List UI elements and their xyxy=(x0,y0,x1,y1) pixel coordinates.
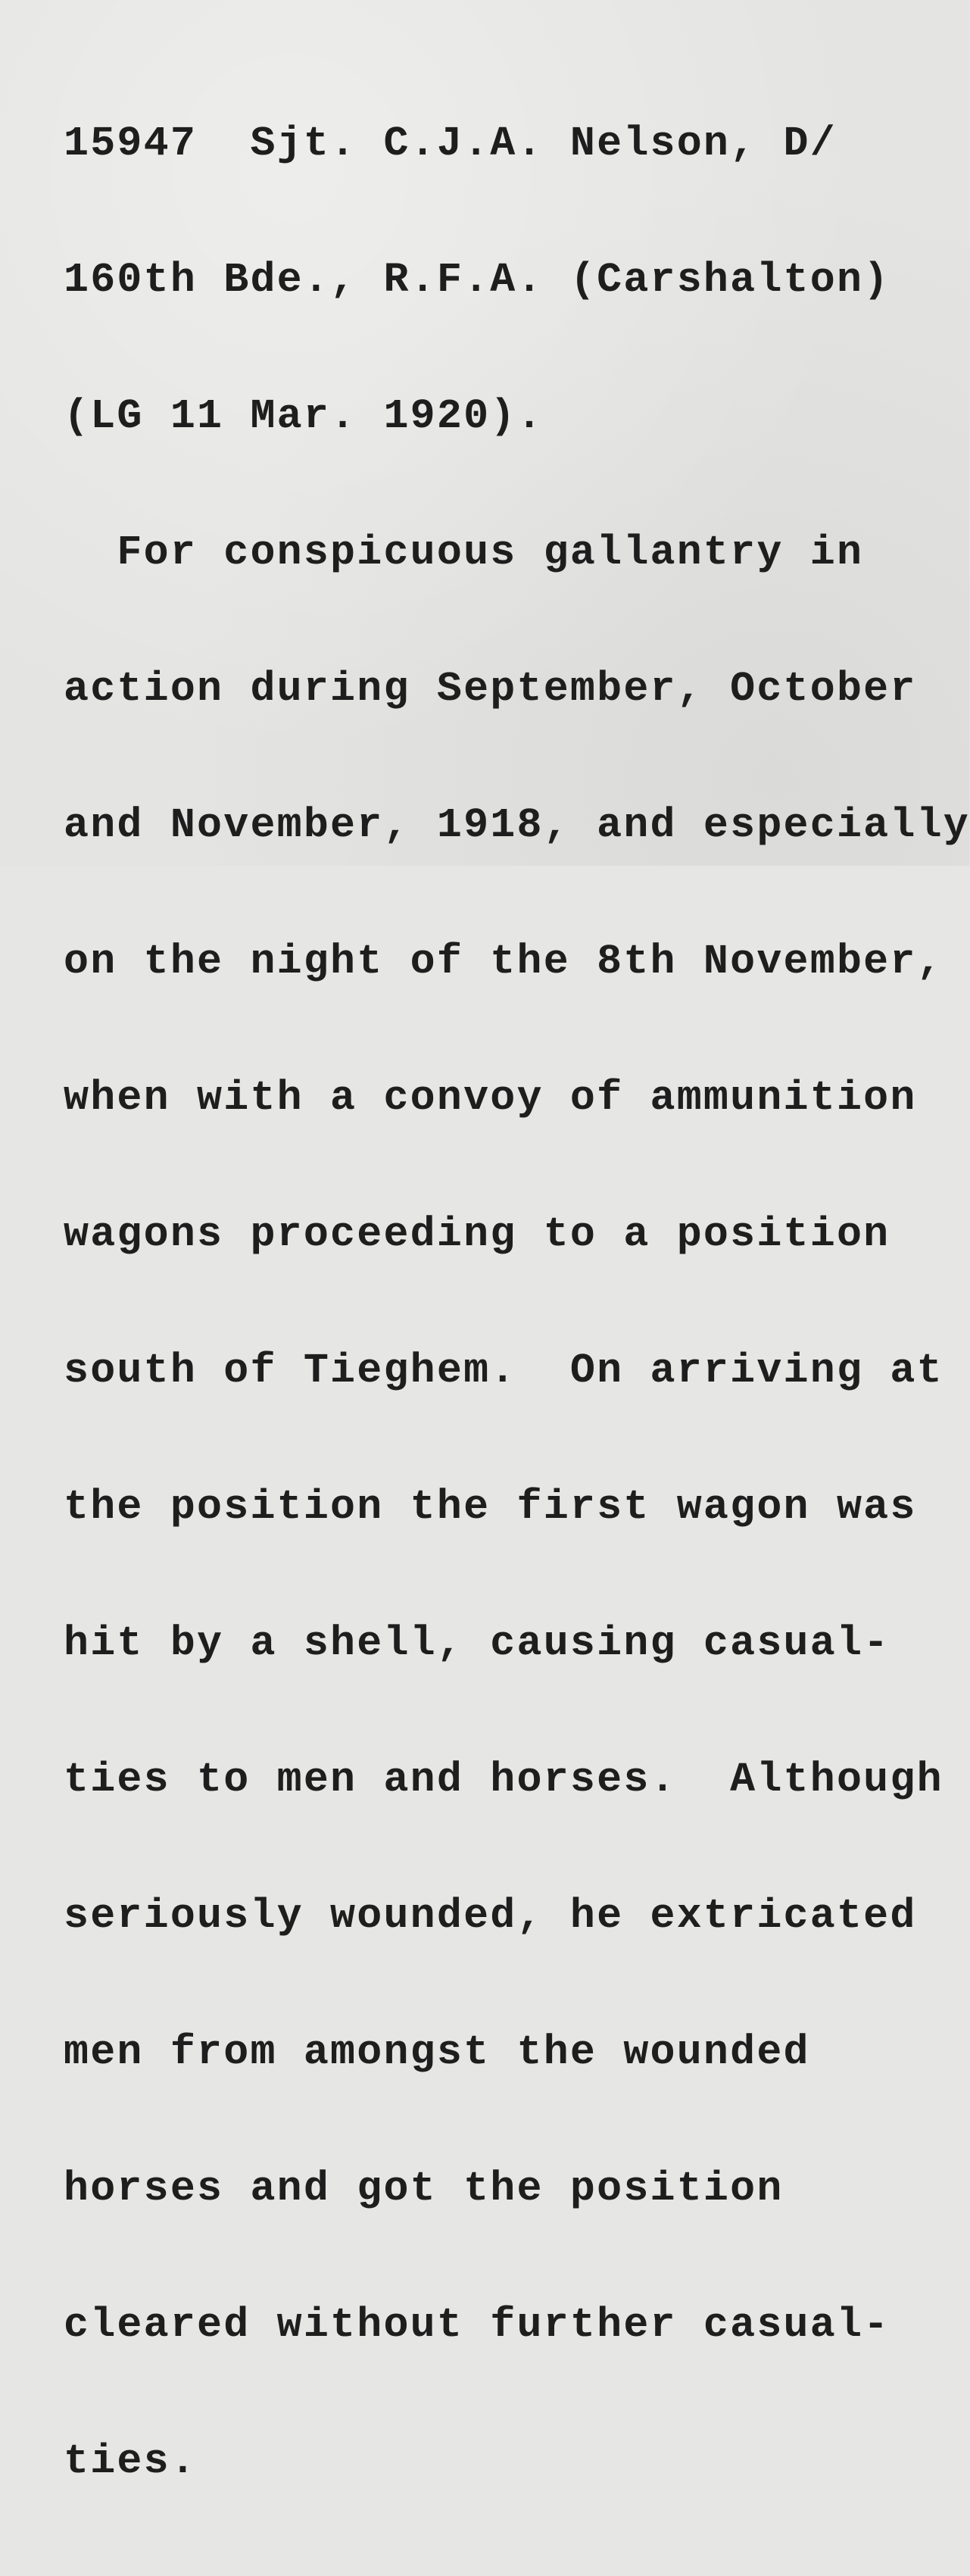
body-line: ties. xyxy=(64,2437,198,2485)
body-line: south of Tieghem. On arriving at xyxy=(64,1347,943,1394)
body-line: hit by a shell, causing casual- xyxy=(64,1619,890,1667)
body-line: ties to men and horses. Although xyxy=(64,1756,943,1803)
body-line: seriously wounded, he extricated xyxy=(64,1892,917,1940)
citation-text xyxy=(64,30,970,2575)
heading-line-2: 160th Bde., R.F.A. (Carshalton) xyxy=(64,256,890,304)
body-line: men from amongst the wounded xyxy=(64,2028,810,2076)
heading-line-3: (LG 11 Mar. 1920). xyxy=(64,392,544,440)
body-line: wagons proceeding to a position xyxy=(64,1210,890,1258)
body-line: when with a convoy of ammunition xyxy=(64,1074,917,1122)
body-line: For conspicuous gallantry in xyxy=(64,529,864,576)
heading-line-1: 15947 Sjt. C.J.A. Nelson, D/ xyxy=(64,120,837,167)
body-line: on the night of the 8th November, xyxy=(64,938,943,985)
body-line: horses and got the position xyxy=(64,2165,784,2212)
body-line: the position the first wagon was xyxy=(64,1483,917,1531)
body-line: action during September, October xyxy=(64,665,917,713)
body-line: cleared without further casual- xyxy=(64,2301,890,2349)
body-line: and November, 1918, and especially xyxy=(64,801,970,849)
